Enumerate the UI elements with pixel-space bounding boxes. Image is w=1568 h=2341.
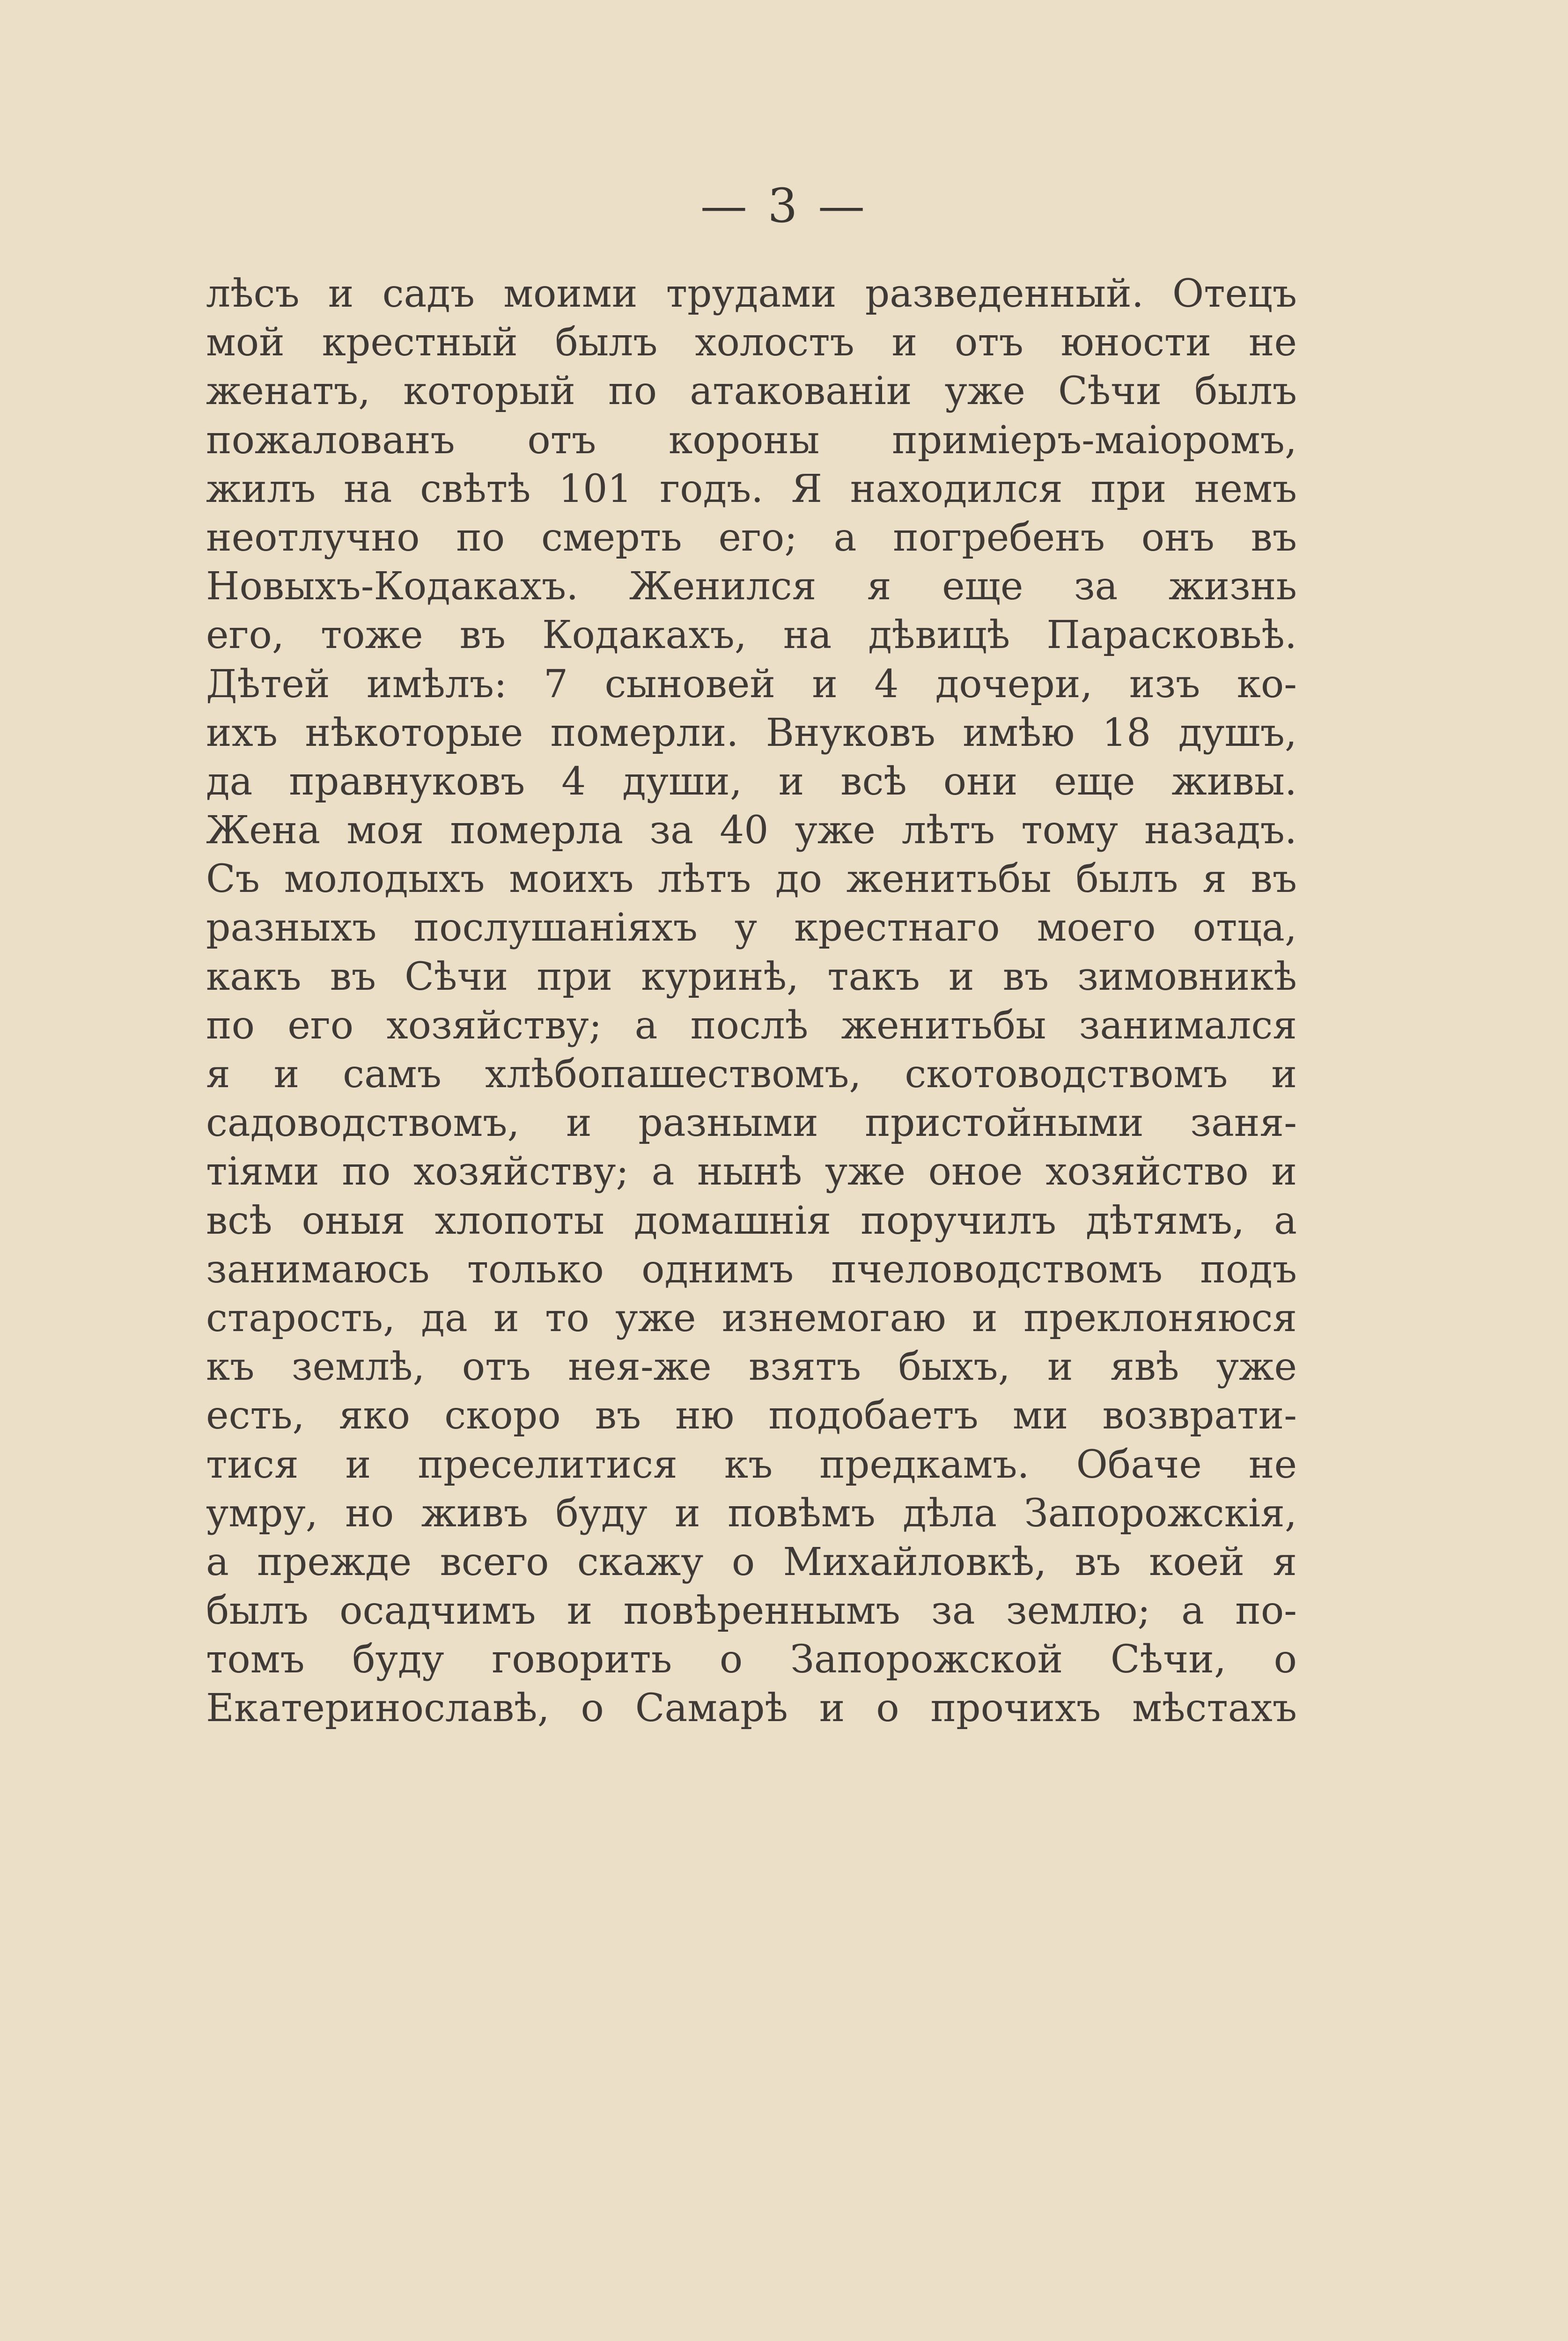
text-line: по его хозяйству; а послѣ женитьбы занимался [206,1003,1297,1048]
text-line: садоводствомъ, и разными пристойными заня- [206,1101,1297,1146]
text-line: женатъ, который по атакованіи уже Сѣчи былъ [206,369,1297,414]
text-line: пожалованъ отъ короны приміеръ-маіоромъ, [206,418,1297,463]
text-line: Екатеринославѣ, о Самарѣ и о прочихъ мѣстахъ [206,1686,1297,1731]
text-line: Дѣтей имѣлъ: 7 сыновей и 4 дочери, изъ ко- [206,662,1297,707]
text-line: умру, но живъ буду и повѣмъ дѣла Запорожскія, [206,1491,1297,1536]
text-line: ихъ нѣкоторые померли. Внуковъ имѣю 18 душъ, [206,710,1297,755]
text-line: старость, да и то уже изнемогаю и преклоняюся [206,1296,1297,1340]
text-line: есть, яко скоро въ ню подобаетъ ми возврати- [206,1393,1297,1438]
text-line: мой крестный былъ холостъ и отъ юности не [206,320,1297,365]
text-line: тися и преселитися къ предкамъ. Обаче не [206,1442,1297,1487]
text-line: я и самъ хлѣбопашествомъ, скотоводствомъ и [206,1052,1297,1097]
text-line: тіями по хозяйству; а нынѣ уже оное хозяйство и [206,1149,1297,1194]
text-line: Новыхъ-Кодакахъ. Женился я еще за жизнь [206,564,1297,609]
text-line: неотлучно по смерть его; а погребенъ онъ въ [206,515,1297,560]
text-line: всѣ оныя хлопоты домашнія поручилъ дѣтямъ, а [206,1198,1297,1243]
text-line: да правнуковъ 4 души, и всѣ они еще живы. [206,759,1297,804]
text-line: лѣсъ и садъ моими трудами разведенный. Отецъ [206,272,1297,316]
text-line: Съ молодыхъ моихъ лѣтъ до женитьбы былъ я въ [206,857,1297,902]
text-line: былъ осадчимъ и повѣреннымъ за землю; а по- [206,1589,1297,1634]
text-line: Жена моя померла за 40 уже лѣтъ тому назадъ. [206,808,1297,853]
body-text [206,270,1297,1733]
text-line: а прежде всего скажу о Михайловкѣ, въ коей я [206,1539,1297,1584]
text-line: занимаюсь только однимъ пчеловодствомъ подъ [206,1247,1297,1292]
text-line: къ землѣ, отъ нея-же взятъ быхъ, и явѣ уже [206,1345,1297,1390]
text-line: какъ въ Сѣчи при куринѣ, такъ и въ зимовникѣ [206,954,1297,999]
text-line: его, тоже въ Кодакахъ, на дѣвицѣ Парасковьѣ. [206,613,1297,658]
text-line: томъ буду говорить о Запорожской Сѣчи, о [206,1637,1297,1682]
text-line: разныхъ послушаніяхъ у крестнаго моего отца, [206,905,1297,950]
page-number: — 3 — [700,178,868,233]
text-line: жилъ на свѣтѣ 101 годъ. Я находился при немъ [206,466,1297,511]
